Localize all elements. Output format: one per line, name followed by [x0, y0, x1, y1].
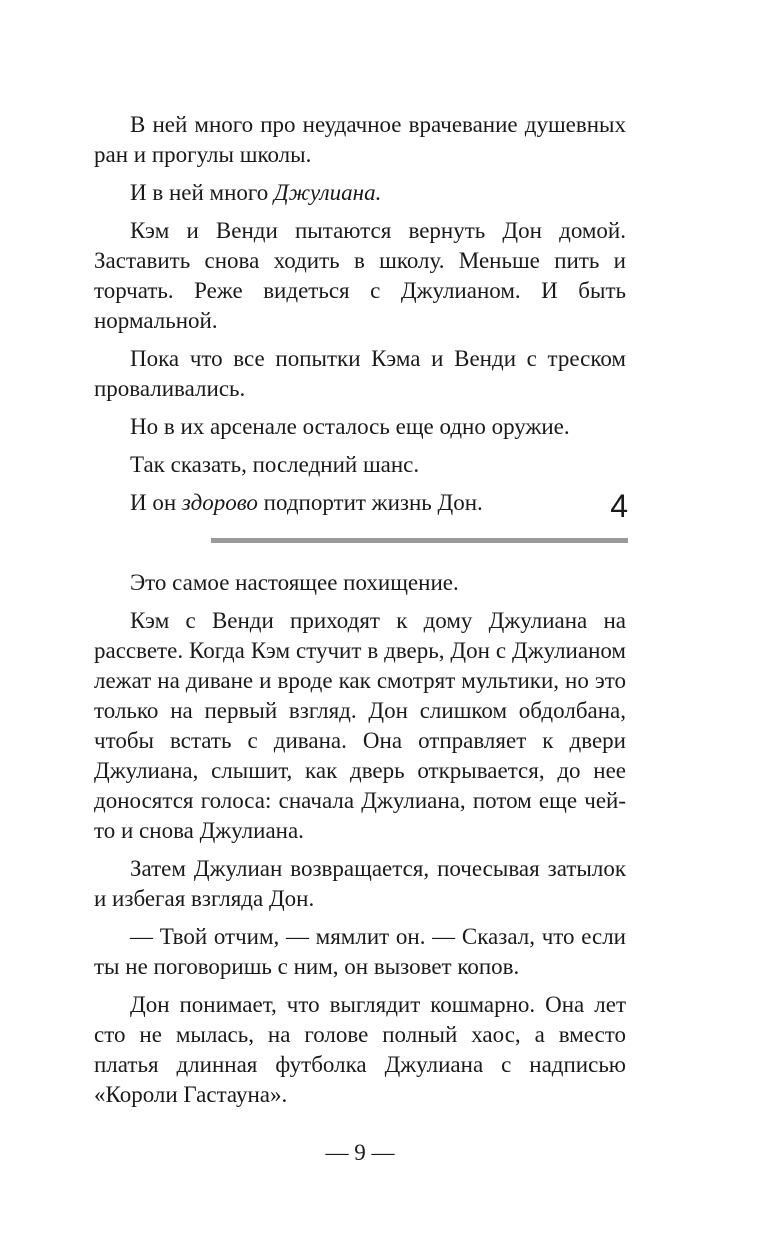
- paragraph: Но в их арсенале осталось еще одно оружие.: [130, 414, 570, 439]
- chapter-number: 4: [610, 488, 628, 524]
- paragraph: Кэм с Венди приходят к дому Джулиана на рассвете. Когда Кэм стучит в дверь, Дон с Джулианом лежат на диване и вроде как смотрят мультики, но это только на первый взгляд. Дон слишком обдолбана, чтобы встать с дивана. Она отправляет к двери Джулиана, слышит, как дверь открывается, до нее доносятся голоса: сначала Джулиана, потом еще чей-то и снова Джулиана.: [94, 608, 626, 843]
- paragraph: Пока что все попытки Кэма и Венди с треском проваливались.: [94, 346, 626, 401]
- page-number: — 9 —: [325, 1140, 395, 1165]
- paragraph: В ней много про неудачное врачевание душевных ран и прогулы школы.: [94, 112, 626, 167]
- paragraph: [94, 488, 626, 518]
- chapter-divider: [211, 538, 628, 543]
- paragraph: Кэм и Венди пытаются вернуть Дон домой. Заставить снова ходить в школу. Меньше пить и торчать. Реже видеться с Джулианом. И быть нормальной.: [94, 218, 626, 333]
- chapter-body-text: [94, 568, 626, 1110]
- italic-text: Джулиана.: [274, 180, 382, 205]
- paragraph: Так сказать, последний шанс.: [130, 452, 420, 477]
- text-run: И он: [130, 490, 182, 515]
- paragraph: — Твой отчим, — мямлит он. — Сказал, что если ты не поговоришь с ним, он вызовет копов.: [94, 924, 626, 979]
- paragraph: Дон понимает, что выглядит кошмарно. Она лет сто не мылась, на голове полный хаос, а вместо платья длинная футболка Джулиана с надписью «Короли Гастауна».: [94, 992, 626, 1107]
- text-run: И в ней много: [130, 180, 275, 205]
- chapter-end-text: [94, 110, 626, 518]
- italic-text: здорово: [181, 490, 258, 515]
- paragraph: Затем Джулиан возвращается, почесывая затылок и избегая взгляда Дон.: [94, 856, 626, 911]
- paragraph: [94, 178, 626, 208]
- paragraph: Это самое настоящее похищение.: [130, 570, 459, 595]
- text-run: подпортит жизнь Дон.: [257, 490, 483, 515]
